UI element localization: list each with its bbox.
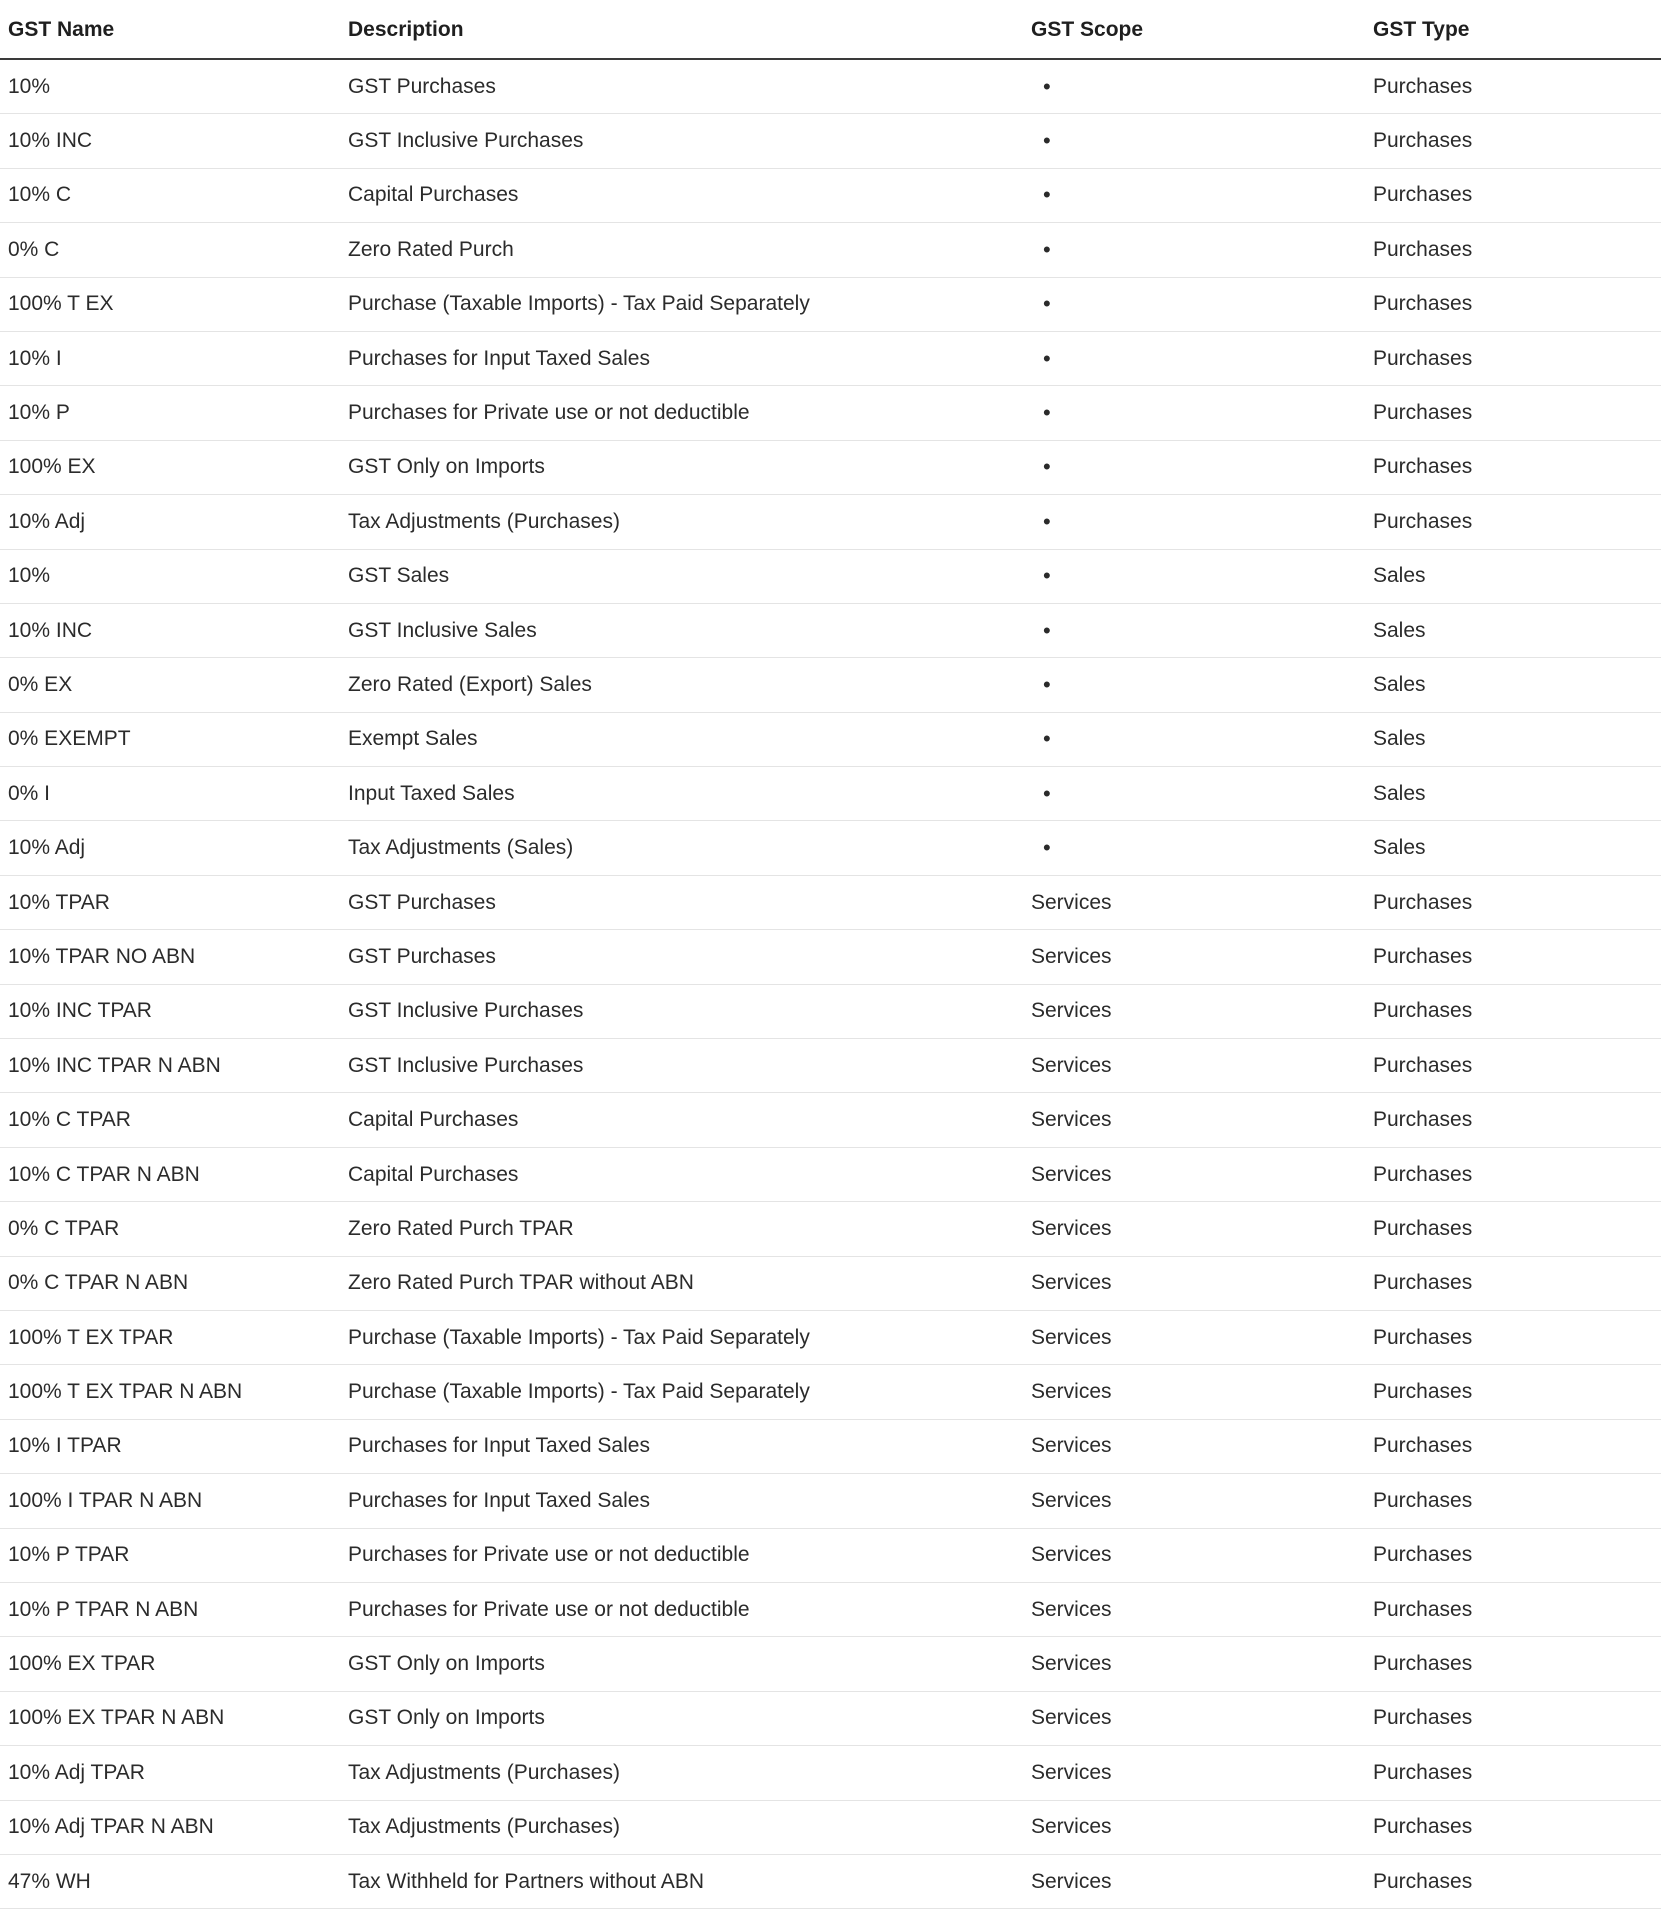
gst-type-cell: Purchases — [1373, 1162, 1473, 1186]
gst-scope-cell: • — [1043, 454, 1051, 480]
gst-scope-cell: • — [1043, 835, 1051, 861]
gst-type-cell: Purchases — [1373, 1706, 1473, 1730]
gst-type-cell: Purchases — [1373, 346, 1473, 370]
table-row — [0, 1148, 1661, 1202]
description-cell: Tax Adjustments (Purchases) — [348, 1760, 620, 1784]
description-cell: Purchase (Taxable Imports) - Tax Paid Separately — [348, 1325, 810, 1349]
gst-scope-cell: • — [1043, 73, 1051, 99]
description-cell: Capital Purchases — [348, 1162, 519, 1186]
gst-type-cell: Purchases — [1373, 1652, 1473, 1676]
gst-type-cell: Sales — [1373, 672, 1426, 696]
header-description: Description — [348, 18, 464, 41]
gst-name-cell: 10% TPAR NO ABN — [8, 944, 196, 968]
description-cell: Capital Purchases — [348, 1108, 519, 1132]
gst-name-cell: 10% INC — [8, 618, 93, 642]
table-row — [0, 1093, 1661, 1147]
gst-name-cell: 10% C TPAR N ABN — [8, 1162, 200, 1186]
gst-scope-cell: Services — [1031, 1434, 1112, 1458]
gst-type-cell: Purchases — [1373, 1597, 1473, 1621]
gst-name-cell: 100% T EX — [8, 292, 114, 316]
gst-scope-cell: Services — [1031, 999, 1112, 1023]
description-cell: GST Inclusive Purchases — [348, 1053, 584, 1077]
gst-name-cell: 0% C TPAR N ABN — [8, 1271, 189, 1295]
table-row — [0, 1365, 1661, 1419]
gst-name-cell: 10% — [8, 564, 51, 588]
gst-name-cell: 0% C TPAR — [8, 1216, 120, 1240]
gst-name-cell: 10% I — [8, 346, 62, 370]
gst-scope-cell: Services — [1031, 1869, 1112, 1893]
table-row — [0, 386, 1661, 440]
gst-type-cell: Purchases — [1373, 1325, 1473, 1349]
header-gst-name: GST Name — [8, 18, 115, 41]
header-gst-scope: GST Scope — [1031, 18, 1144, 41]
table-row — [0, 767, 1661, 821]
description-cell: GST Inclusive Purchases — [348, 129, 584, 153]
gst-scope-cell: Services — [1031, 1325, 1112, 1349]
gst-type-cell: Purchases — [1373, 1434, 1473, 1458]
gst-type-cell: Purchases — [1373, 890, 1473, 914]
gst-type-cell: Purchases — [1373, 999, 1473, 1023]
description-cell: GST Purchases — [348, 890, 496, 914]
gst-name-cell: 100% T EX TPAR — [8, 1325, 174, 1349]
gst-name-cell: 10% INC — [8, 129, 93, 153]
table-row — [0, 985, 1661, 1039]
table-row — [0, 169, 1661, 223]
table-row — [0, 1529, 1661, 1583]
description-cell: Zero Rated (Export) Sales — [348, 672, 592, 696]
table-row — [0, 495, 1661, 549]
description-cell: GST Purchases — [348, 944, 496, 968]
gst-type-cell: Sales — [1373, 727, 1426, 751]
gst-name-cell: 10% P — [8, 401, 70, 425]
gst-name-cell: 10% INC TPAR — [8, 999, 152, 1023]
gst-name-cell: 10% — [8, 74, 51, 98]
description-cell: Purchase (Taxable Imports) - Tax Paid Separately — [348, 292, 810, 316]
gst-type-cell: Purchases — [1373, 1760, 1473, 1784]
table-row — [0, 441, 1661, 495]
gst-scope-cell: Services — [1031, 1597, 1112, 1621]
gst-scope-cell: Services — [1031, 944, 1112, 968]
gst-type-cell: Purchases — [1373, 74, 1473, 98]
gst-scope-cell: • — [1043, 236, 1051, 262]
gst-name-cell: 100% EX — [8, 455, 96, 479]
description-cell: GST Only on Imports — [348, 1706, 545, 1730]
gst-type-cell: Purchases — [1373, 1543, 1473, 1567]
description-cell: GST Purchases — [348, 74, 496, 98]
gst-name-cell: 100% EX TPAR N ABN — [8, 1706, 225, 1730]
table-row — [0, 658, 1661, 712]
gst-type-cell: Purchases — [1373, 1053, 1473, 1077]
gst-name-cell: 10% P TPAR — [8, 1543, 130, 1567]
description-cell: Tax Adjustments (Purchases) — [348, 1815, 620, 1839]
description-cell: Purchases for Private use or not deductible — [348, 1597, 750, 1621]
table-row — [0, 1637, 1661, 1691]
gst-scope-cell: Services — [1031, 1760, 1112, 1784]
gst-name-cell: 10% INC TPAR N ABN — [8, 1053, 221, 1077]
table-row — [0, 1583, 1661, 1637]
gst-name-cell: 0% EXEMPT — [8, 727, 131, 751]
description-cell: Tax Adjustments (Sales) — [348, 836, 574, 860]
description-cell: Purchases for Private use or not deductible — [348, 1543, 750, 1567]
gst-scope-cell: Services — [1031, 1488, 1112, 1512]
gst-name-cell: 0% C — [8, 237, 60, 261]
gst-scope-cell: • — [1043, 726, 1051, 752]
gst-type-cell: Sales — [1373, 781, 1426, 805]
gst-scope-cell: Services — [1031, 1815, 1112, 1839]
gst-name-cell: 10% Adj — [8, 509, 86, 533]
description-cell: GST Inclusive Purchases — [348, 999, 584, 1023]
description-cell: GST Only on Imports — [348, 1652, 545, 1676]
description-cell: GST Inclusive Sales — [348, 618, 537, 642]
table-row — [0, 1311, 1661, 1365]
description-cell: GST Only on Imports — [348, 455, 545, 479]
gst-scope-cell: • — [1043, 508, 1051, 534]
gst-type-cell: Purchases — [1373, 401, 1473, 425]
description-cell: Capital Purchases — [348, 183, 519, 207]
gst-name-cell: 0% I — [8, 781, 51, 805]
gst-type-cell: Purchases — [1373, 944, 1473, 968]
gst-name-cell: 100% T EX TPAR N ABN — [8, 1380, 243, 1404]
gst-name-cell: 47% WH — [8, 1869, 91, 1893]
table-row — [0, 223, 1661, 277]
gst-name-cell: 10% C TPAR — [8, 1108, 131, 1132]
gst-type-cell: Purchases — [1373, 292, 1473, 316]
gst-name-cell: 10% Adj TPAR N ABN — [8, 1815, 214, 1839]
table-row — [0, 821, 1661, 875]
table-row — [0, 332, 1661, 386]
table-row — [0, 1855, 1661, 1909]
table-row — [0, 713, 1661, 767]
description-cell: Zero Rated Purch — [348, 237, 514, 261]
gst-type-cell: Purchases — [1373, 509, 1473, 533]
gst-scope-cell: • — [1043, 345, 1051, 371]
gst-scope-cell: Services — [1031, 1652, 1112, 1676]
gst-scope-cell: • — [1043, 182, 1051, 208]
table-row — [0, 114, 1661, 168]
table-header-row — [0, 0, 1661, 60]
gst-scope-cell: • — [1043, 128, 1051, 154]
gst-scope-cell: • — [1043, 291, 1051, 317]
gst-scope-cell: Services — [1031, 890, 1112, 914]
table-row — [0, 1692, 1661, 1746]
gst-scope-cell: Services — [1031, 1108, 1112, 1132]
table-row — [0, 550, 1661, 604]
gst-scope-cell: • — [1043, 617, 1051, 643]
gst-name-cell: 10% C — [8, 183, 72, 207]
description-cell: Input Taxed Sales — [348, 781, 515, 805]
gst-scope-cell: Services — [1031, 1162, 1112, 1186]
gst-scope-cell: Services — [1031, 1053, 1112, 1077]
gst-type-cell: Sales — [1373, 564, 1426, 588]
gst-scope-cell: • — [1043, 400, 1051, 426]
table-row — [0, 1257, 1661, 1311]
table-body — [0, 60, 1661, 1909]
table-row — [0, 1474, 1661, 1528]
description-cell: GST Sales — [348, 564, 450, 588]
description-cell: Purchases for Input Taxed Sales — [348, 1488, 650, 1512]
gst-name-cell: 100% EX TPAR — [8, 1652, 156, 1676]
gst-type-cell: Purchases — [1373, 129, 1473, 153]
description-cell: Purchases for Private use or not deductible — [348, 401, 750, 425]
gst-scope-cell: Services — [1031, 1706, 1112, 1730]
table-row — [0, 278, 1661, 332]
table-row — [0, 930, 1661, 984]
gst-name-cell: 10% I TPAR — [8, 1434, 122, 1458]
gst-type-cell: Purchases — [1373, 1271, 1473, 1295]
gst-type-cell: Purchases — [1373, 455, 1473, 479]
gst-type-cell: Purchases — [1373, 1488, 1473, 1512]
gst-type-cell: Purchases — [1373, 1216, 1473, 1240]
description-cell: Exempt Sales — [348, 727, 478, 751]
gst-scope-cell: Services — [1031, 1543, 1112, 1567]
description-cell: Purchase (Taxable Imports) - Tax Paid Separately — [348, 1380, 810, 1404]
gst-type-cell: Purchases — [1373, 1815, 1473, 1839]
gst-name-cell: 10% Adj — [8, 836, 86, 860]
gst-name-cell: 10% Adj TPAR — [8, 1760, 145, 1784]
gst-scope-cell: Services — [1031, 1216, 1112, 1240]
table-row — [0, 1420, 1661, 1474]
gst-name-cell: 10% TPAR — [8, 890, 110, 914]
table-row — [0, 1746, 1661, 1800]
gst-type-cell: Purchases — [1373, 237, 1473, 261]
description-cell: Tax Adjustments (Purchases) — [348, 509, 620, 533]
gst-scope-cell: Services — [1031, 1271, 1112, 1295]
description-cell: Tax Withheld for Partners without ABN — [348, 1869, 704, 1893]
gst-scope-cell: • — [1043, 563, 1051, 589]
description-cell: Zero Rated Purch TPAR — [348, 1216, 574, 1240]
gst-name-cell: 0% EX — [8, 672, 73, 696]
table-row — [0, 1039, 1661, 1093]
gst-name-cell: 10% P TPAR N ABN — [8, 1597, 199, 1621]
gst-type-cell: Purchases — [1373, 1108, 1473, 1132]
header-gst-type: GST Type — [1373, 18, 1470, 41]
gst-scope-cell: Services — [1031, 1380, 1112, 1404]
description-cell: Purchases for Input Taxed Sales — [348, 1434, 650, 1458]
table-row — [0, 1801, 1661, 1855]
description-cell: Purchases for Input Taxed Sales — [348, 346, 650, 370]
gst-type-cell: Sales — [1373, 836, 1426, 860]
gst-scope-cell: • — [1043, 671, 1051, 697]
table-row — [0, 604, 1661, 658]
gst-type-cell: Purchases — [1373, 1380, 1473, 1404]
description-cell: Zero Rated Purch TPAR without ABN — [348, 1271, 694, 1295]
gst-scope-cell: • — [1043, 780, 1051, 806]
gst-name-cell: 100% I TPAR N ABN — [8, 1488, 203, 1512]
table-row — [0, 1202, 1661, 1256]
gst-type-cell: Purchases — [1373, 183, 1473, 207]
table-row — [0, 60, 1661, 114]
table-row — [0, 876, 1661, 930]
gst-type-cell: Sales — [1373, 618, 1426, 642]
gst-type-cell: Purchases — [1373, 1869, 1473, 1893]
